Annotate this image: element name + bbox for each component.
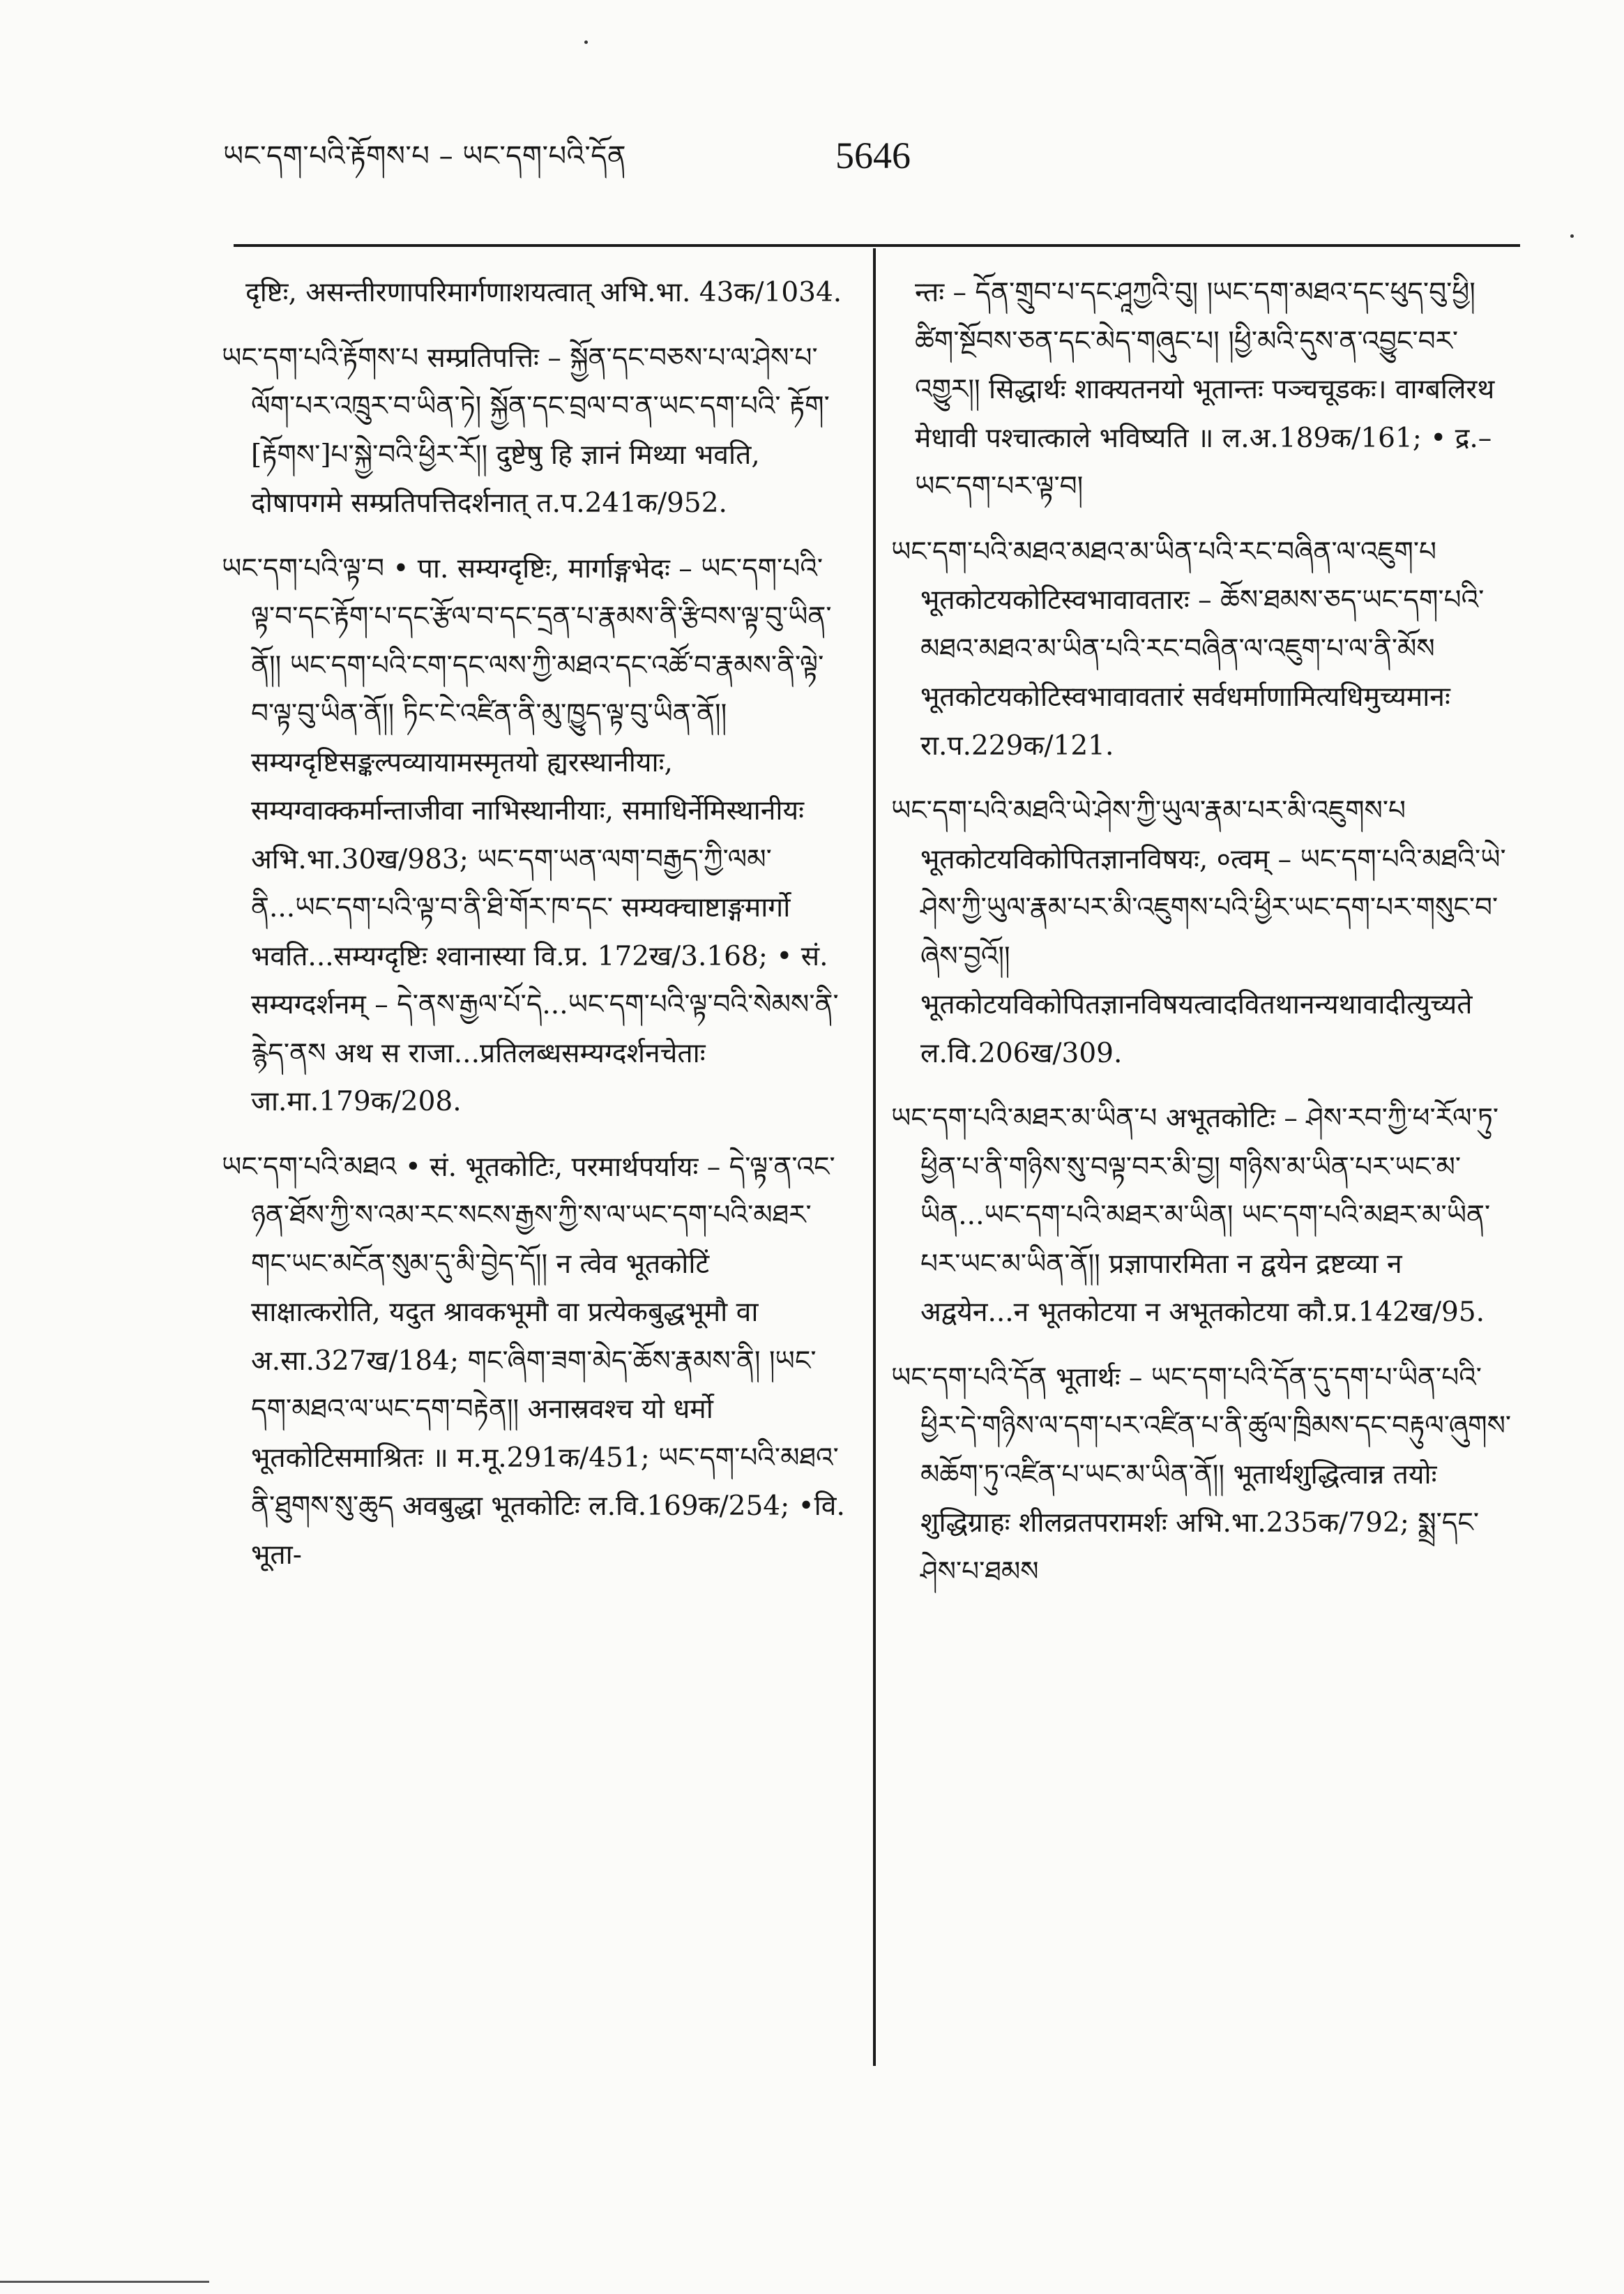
dictionary-entry: ཡང་དག་པའི་མཐའ • सं. भूतकोटिः, परमार्थपर्यायः – དེ་ལྟ་ན་འང་ཉན་ཐོས་ཀྱི་ས་འམ་རང་སངས་རྒྱས་ཀྱི་ས་ལ་ཡང་དག་པའི་མཐར་གང་ཡང་མངོན་སུམ་དུ་མི་བྱེད་དོ།། न त्वेव भूतकोटिं साक्षात्करोति, यदुत श्रावकभूमौ वा प्रत्येकबुद्धभूमौ वा अ.सा.327ख/184; གང་ཞིག་ཟག་མེད་ཆོས་རྣམས་ནི། །ཡང་དག་མཐའ་ལ་ཡང་དག་བརྟེན།། अनास्रवश्च यो धर्मो भूतकोटिसमाश्रितः ॥ म.मू.291क/451; ཡང་དག་པའི་མཐའ་ནི་ཐུགས་སུ་ཆུད अवबुद्धा भूतकोटिः ल.वि.169क/254; •वि. भूता- [222, 1151, 845, 1571]
dictionary-entry: ཡང་དག་པའི་མཐའི་ཡེ་ཤེས་ཀྱི་ཡུལ་རྣམ་པར་མི་འཇུགས་པ भूतकोटयविकोपितज्ञानविषयः, ०त्वम् – ཡང་དག་པའི་མཐའི་ཡེ་ཤེས་ཀྱི་ཡུལ་རྣམ་པར་མི་འཇུགས་པའི་ཕྱིར་ཡང་དག་པར་གསུང་བ་ཞེས་བྱའོ།། भूतकोटयविकोपितज्ञानविषयत्वादवितथानन्यथावादीत्युच्यते ल.वि.206ख/309. [891, 795, 1506, 1069]
dictionary-entry: ཡང་དག་པའི་མཐའ་མཐའ་མ་ཡིན་པའི་རང་བཞིན་ལ་འཇུག་པ भूतकोटयकोटिस्वभावावतारः – ཆོས་ཐམས་ཅད་ཡང་དག་པའི་མཐའ་མཐའ་མ་ཡིན་པའི་རང་བཞིན་ལ་འཇུག་པ་ལ་ནི་མོས भूतकोटयकोटिस्वभावावतारं सर्वधर्माणामित्यधिमुच्यमानः रा.प.229क/121. [891, 536, 1485, 762]
left-column [222, 269, 845, 1579]
dictionary-entry: ཡང་དག་པའི་དོན भूतार्थः – ཡང་དག་པའི་དོན་དུ་དག་པ་ཡིན་པའི་ཕྱིར་དེ་གཉིས་ལ་དག་པར་འཛིན་པ་ནི་ཚུལ་ཁྲིམས་དང་བརྟུལ་ཞུགས་མཆོག་ཏུ་འཛིན་པ་ཡང་མ་ཡིན་ནོ།། भूतार्थशुद्धित्वान्न तयोः शुद्धिग्राहः शीलव्रतपरामर्शः अभि.भा.235क/792; སྨྲ་དང་ཤེས་པ་ཐམས [891, 1361, 1512, 1587]
dictionary-entry: ཡང་དག་པའི་རྟོགས་པ सम्प्रतिपत्तिः – སྐྱོན་དང་བཅས་པ་ལ་ཤེས་པ་ལོག་པར་འཁྲུར་བ་ཡིན་ཏེ། སྐྱོན་དང་བྲལ་བ་ན་ཡང་དག་པའི་ རྟོག་[རྟོགས་]པ་སྐྱེ་བའི་ཕྱིར་རོ།། दुष्टेषु हि ज्ञानं मिथ्या भवति, दोषापगमे सम्प्रतिपत्तिदर्शनात् त.प.241क/952. [222, 342, 830, 519]
dictionary-entry: दृष्टिः, असन्तीरणापरिमार्गणाशयत्वात् अभि.भा. 43क/1034. [245, 277, 842, 308]
dictionary-entry: न्तः – དོན་གྲུབ་པ་དང་ཤཱཀྱའི་བུ། །ཡང་དག་མཐའ་དང་ཕུད་བུ་ཕྱི། ཚིག་སྔོབས་ཅན་དང་མེད་གཞུང་པ། །ཕྱི་མའི་དུས་ན་འབྱུང་བར་འགྱུར།། सिद्धार्थः शाक्यतनयो भूतान्तः पञ्चचूडकः। वाग्बलिरथ मेधावी पश्चात्काले भविष्यति ॥ ल.अ.189क/161; • द्र.– ཡང་དག་པར་ལྟ་བ། [915, 277, 1495, 502]
column-divider [873, 248, 876, 2066]
scan-speck [584, 40, 588, 44]
page-number: 5646 [835, 135, 911, 176]
dictionary-entry: ཡང་དག་པའི་ལྟ་བ • पा. सम्यग्दृष्टिः, मार्गाङ्गभेदः – ཡང་དག་པའི་ལྟ་བ་དང་རྟོག་པ་དང་རྩོལ་བ་དང་དྲན་པ་རྣམས་ནི་རྩིབས་ལྟ་བུ་ཡིན་ནོ།། ཡང་དག་པའི་ངག་དང་ལས་ཀྱི་མཐའ་དང་འཚོ་བ་རྣམས་ནི་ལྟེ་བ་ལྟ་བུ་ཡིན་ནོ།། ཏིང་ངེ་འཛིན་ནི་མུ་ཁྱུད་ལྟ་བུ་ཡིན་ནོ།། सम्यग्दृष्टिसङ्कल्पव्यायामस्मृतयो ह्यरस्थानीयाः, सम्यग्वाक्कर्मान्ताजीवा नाभिस्थानीयाः, समाधिर्नेमिस्थानीयः अभि.भा.30ख/983; ཡང་དག་ཡན་ལག་བརྒྱད་ཀྱི་ལམ་ནི...ཡང་དག་པའི་ལྟ་བ་ནི་ཐི་གོར་ཁ་དང་ सम्यक्चाष्टाङ्गमार्गो भवति...सम्यग्दृष्टिः श्वानास्या वि.प्र. 172ख/3.168; • सं. सम्यग्दर्शनम् – དེ་ནས་རྒྱལ་པོ་དེ...ཡང་དག་པའི་ལྟ་བའི་སེམས་ནི་རྙེད་ནས अथ स राजा...प्रतिलब्धसम्यग्दर्शनचेताः जा.मा.179क/208. [222, 552, 839, 1117]
running-head: ཡང་དག་པའི་རྟོགས་པ – ཡང་དག་པའི་དོན [223, 140, 627, 172]
scan-edge-mark [0, 2281, 209, 2283]
dictionary-entry: ཡང་དག་པའི་མཐར་མ་ཡིན་པ अभूतकोटिः – ཤེས་རབ་ཀྱི་ཕ་རོལ་ཏུ་ཕྱིན་པ་ནི་གཉིས་སུ་བལྟ་བར་མི་བྱ། གཉིས་མ་ཡིན་པར་ཡང་མ་ཡིན...ཡང་དག་པའི་མཐར་མ་ཡིན། ཡང་དག་པའི་མཐར་མ་ཡིན་པར་ཡང་མ་ཡིན་ནོ།། प्रज्ञापारमिता न द्वयेन द्रष्टव्या न अद्वयेन...न भूतकोटया न अभूतकोटया कौ.प्र.142ख/95. [891, 1103, 1499, 1328]
right-column [891, 269, 1512, 1596]
header-rule [234, 244, 1520, 247]
scan-speck [1570, 234, 1574, 238]
